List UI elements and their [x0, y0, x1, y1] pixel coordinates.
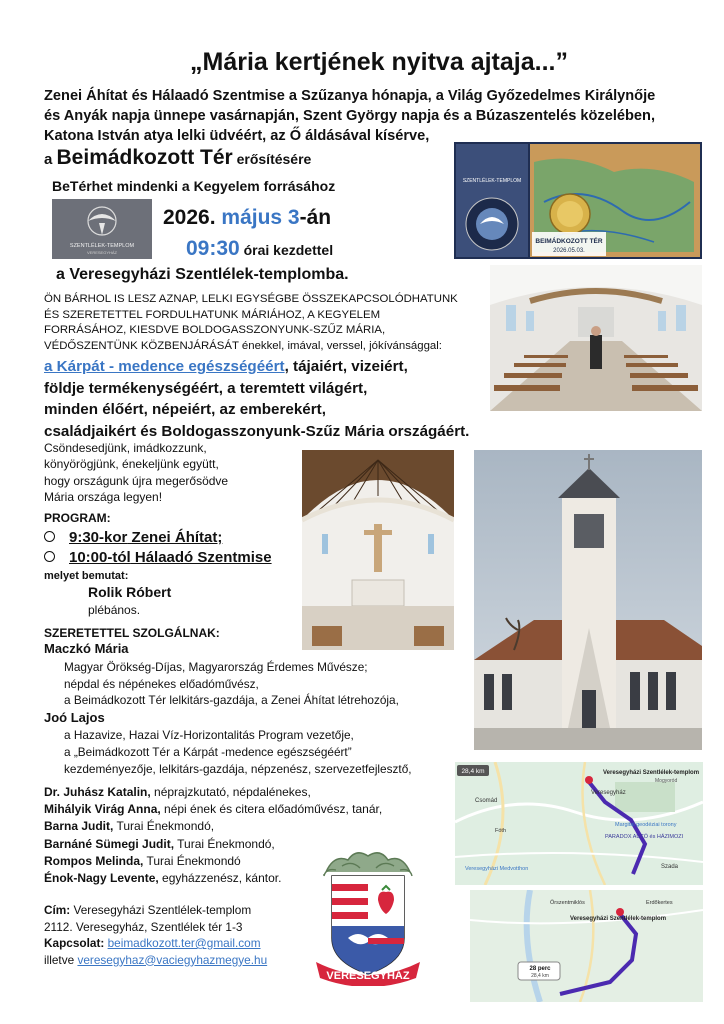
- intro-text: [44, 86, 655, 146]
- date-month-day: május 3: [221, 206, 300, 229]
- silent-verse: [44, 440, 228, 505]
- program-heading: PROGRAM:: [44, 511, 111, 525]
- route-map-1[interactable]: [455, 762, 703, 885]
- event-time: [186, 237, 333, 261]
- caps-line: ÉS SZERETETTEL FORDULHATUNK MÁRIÁHOZ, A KEGYELEM: [44, 308, 381, 321]
- performer-desc: a „Beimádkozott Tér a Kárpát -medence egészségéért”: [64, 745, 352, 759]
- map1-dest: Veresegyházi Szentlélek-templom: [603, 770, 700, 776]
- performer-role: Turai Énekmondó,: [174, 836, 275, 851]
- intro-line: és Anyák napja ünnepe vasárnapján, Szent György napja és a Búzaszentelés közelében,: [44, 108, 655, 124]
- poster-caption: BEIMÁDKOZOTT TÉR: [535, 238, 603, 245]
- priest-title: plébános.: [88, 603, 141, 617]
- map2-distance: 28,4 km: [531, 973, 549, 979]
- email-link[interactable]: veresegyhaz@vaciegyhazmegye.hu: [77, 952, 268, 967]
- performer-role: Turai Énekmondó,: [113, 819, 215, 834]
- time-suffix: órai kezdettel: [239, 242, 334, 258]
- performer-role: Turai Énekmondó: [143, 853, 241, 868]
- map2-place: Őrszentmiklós: [550, 900, 585, 906]
- bullet-circle-icon: [44, 551, 55, 562]
- priest-name: Rolik Róbert: [88, 584, 172, 600]
- bullet-circle-icon: [44, 531, 55, 542]
- contact-label: Kapcsolat:: [44, 936, 105, 950]
- performer-role: néprajzkutató, népdalénekes,: [150, 785, 311, 799]
- performer-desc: Magyar Örökség-Díjas, Magyarország Érdemes Művésze;: [64, 660, 368, 674]
- veresegyhaz-crest-icon: [312, 846, 424, 986]
- logo-subtext: VERESEGYHÁZ: [86, 250, 118, 255]
- poster-left-caption: SZENTLÉLEK-TEMPLOM: [462, 178, 522, 184]
- performer-name: Mihályik Virág Anna,: [44, 802, 161, 817]
- pray-line: családjaikért és Boldogasszonyunk-Szűz Mária országáért.: [44, 422, 470, 440]
- performer-name: Barna Judit,: [44, 819, 114, 834]
- caps-line: FORRÁSÁHOZ, KIESDVE BOLDOGASSZONYUNK-SZŰZ MÁRIA,: [44, 324, 386, 337]
- caps-line: VÉDŐSZENTÜNK KÖZBENJÁRÁSÁT énekkel, imával, verssel, jókívánsággal:: [44, 339, 442, 352]
- map1-place: Veresegyház: [591, 790, 626, 796]
- performer-desc: népdal és népénekes előadóművész,: [64, 677, 259, 691]
- map1-place: Csomád: [475, 798, 498, 804]
- performer-desc: kezdeményezője, lelkitárs-gazdája, népzenész, szervezetfejlesztő,: [64, 762, 412, 776]
- program-label: Zenei Áhítat;: [127, 529, 223, 546]
- map1-place: Veresegyházi Medvotthon: [465, 866, 529, 872]
- map1-place: Mogyoród: [655, 778, 678, 784]
- time-value: 09:30: [186, 237, 240, 260]
- crest-banner: VERESEGYHÁZ: [326, 970, 410, 982]
- list-item: [44, 801, 382, 818]
- program-label: Hálaadó Szentmise: [130, 549, 272, 566]
- altar-photo-graphic: [302, 450, 454, 650]
- map1-place: PARADOX AUTÓ és HÁZIMOZI: [605, 834, 684, 840]
- caps-paragraph: [44, 292, 458, 354]
- map1-place: Margitai geodéziai torony: [615, 822, 677, 828]
- exterior-photo-graphic: [474, 450, 702, 750]
- verse-line: Mária országa legyen!: [44, 489, 163, 504]
- interior-photo-graphic: [490, 265, 702, 411]
- ter-suffix: erősítésére: [232, 151, 312, 167]
- ter-prefix: a: [44, 151, 57, 168]
- page-title: „Mária kertjének nyitva ajtaja...”: [190, 48, 568, 76]
- performer-desc: a Hazavize, Hazai Víz-Horizontalitás Program vezetője,: [64, 728, 354, 742]
- map2-place: Erdőkertes: [646, 900, 673, 906]
- logo-text: SZENTLÉLEK-TEMPLOM: [69, 243, 135, 249]
- performer-name: Énok-Nagy Levente,: [44, 871, 159, 886]
- verse-line: hogy országunk újra megerősödve: [44, 473, 229, 488]
- list-item: [44, 818, 382, 835]
- verse-line: Csöndesedjünk, imádkozzunk,: [44, 441, 207, 455]
- dove-logo-icon: [52, 199, 152, 259]
- church-logo-image: [52, 199, 152, 259]
- church-interior-photo: [490, 265, 702, 411]
- email-link[interactable]: beimadkozott.ter@gmail.com: [107, 936, 261, 950]
- or-label: illetve: [44, 952, 78, 967]
- intro-line: Katona István atya lelki üdvéért, az Ő áldásával kísérve,: [44, 128, 430, 144]
- performer-name: Barnáné Sümegi Judit,: [44, 836, 175, 851]
- map2-dest: Veresegyházi Szentlélek-templom: [570, 916, 667, 922]
- ter-call: [44, 146, 311, 170]
- performer-desc: a Beimádkozott Tér lelkitárs-gazdája, a Zenei Áhítat létrehozója,: [64, 693, 399, 707]
- event-date: [163, 206, 331, 230]
- map1-place: Szada: [661, 864, 679, 870]
- poster-image: [454, 142, 702, 259]
- address-line: Veresegyházi Szentlélek-templom: [70, 903, 252, 917]
- map2-graphic: [470, 890, 703, 1002]
- performer-role: népi ének és citera előadóművész, tanár,: [160, 802, 383, 817]
- date-year: 2026.: [163, 206, 216, 229]
- pray-line: földje termékenységéért, a teremtett világért,: [44, 379, 368, 397]
- map1-place: Fóth: [495, 828, 507, 834]
- performer-name: Rompos Melinda,: [44, 853, 144, 868]
- verse-line: könyörögjünk, énekeljünk együtt,: [44, 457, 219, 472]
- carpathian-highlight: a Kárpát - medence egészségéért: [44, 358, 285, 375]
- altar-photo: [302, 450, 454, 650]
- performer-name: Dr. Juhász Katalin,: [44, 785, 151, 799]
- date-suffix: -án: [299, 206, 332, 229]
- map1-distance: 28,4 km: [461, 768, 485, 775]
- pray-line: minden élőért, népeiért, az emberekért,: [44, 401, 326, 418]
- serving-heading: SZERETETTEL SZOLGÁLNAK:: [44, 626, 220, 640]
- program-time: 9:30-kor: [69, 529, 128, 546]
- address-label: Cím:: [44, 903, 71, 917]
- caps-line: ÖN BÁRHOL IS LESZ AZNAP, LELKI EGYSÉGBE ÖSSZEKAPCSOLÓDHATUNK: [44, 293, 458, 305]
- church-line: a Veresegyházi Szentlélek-templomba.: [56, 266, 349, 283]
- address-line: 2112. Veresegyház, Szentlélek tér 1-3: [44, 919, 243, 934]
- beter-line: BeTérhet mindenki a Kegyelem forrásához: [52, 178, 336, 194]
- contact-block: [44, 902, 267, 968]
- program-item: [44, 549, 272, 566]
- performer-role: egyházzenész, kántor.: [158, 871, 282, 886]
- performer-name: Joó Lajos: [44, 710, 105, 725]
- list-item: [44, 784, 382, 801]
- pray-line1-rest: , tájaiért, vizeiért,: [284, 358, 408, 375]
- performer-name: Maczkó Mária: [44, 641, 129, 656]
- map1-graphic: [455, 762, 703, 885]
- program-time: 10:00-tól: [69, 549, 131, 566]
- church-exterior-photo: [474, 450, 702, 750]
- map2-duration: 28 perc: [529, 966, 551, 972]
- poster-graphic: [454, 142, 702, 259]
- route-map-2[interactable]: [470, 890, 703, 1002]
- program-item: [44, 529, 222, 546]
- intro-line: Zenei Áhítat és Hálaadó Szentmise a Szűzanya hónapja, a Világ Győzedelmes Királynője: [44, 88, 656, 104]
- poster-date: 2026.05.03.: [553, 248, 585, 254]
- prayer-intentions: [44, 356, 469, 442]
- celebrated-by-label: melyet bemutat:: [44, 570, 129, 582]
- ter-name: Beimádkozott Tér: [56, 146, 233, 169]
